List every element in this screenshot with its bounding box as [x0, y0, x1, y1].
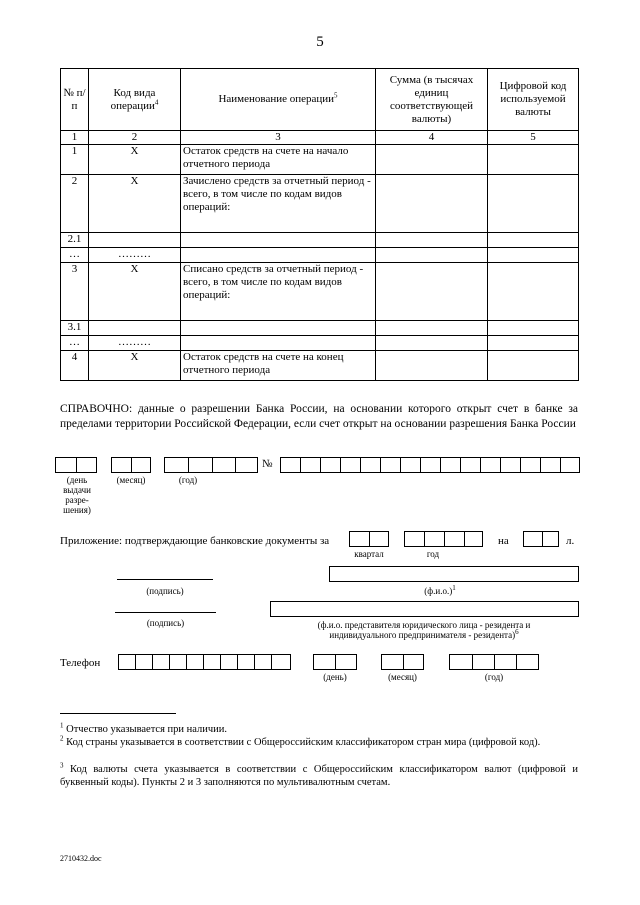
header-sum: Сумма (в тысячах единиц соответствующей валюты) [376, 69, 488, 131]
sum-cell[interactable] [376, 145, 488, 175]
header-currency: Цифровой код используемой валюты [488, 69, 579, 131]
table-row: 2 Х Зачислено средств за отчетный период - всего, в том числе по кодам видов операций: [61, 175, 579, 233]
sum-cell[interactable] [376, 351, 488, 381]
phone-day-label: (день) [323, 672, 347, 682]
year-label: год [426, 549, 440, 559]
currency-cell[interactable] [488, 336, 579, 351]
sum-cell[interactable] [376, 336, 488, 351]
currency-cell[interactable] [488, 351, 579, 381]
page-number: 5 [316, 34, 324, 50]
permission-month-field[interactable] [111, 457, 151, 473]
number-sign: № [262, 458, 273, 470]
quarter-label: квартал [354, 549, 384, 559]
attachment-text: Приложение: подтверждающие банковские документы за [60, 535, 330, 547]
table-row: 1 Х Остаток средств на счете на начало отчетного периода [61, 145, 579, 175]
attachment-sheets-label: л. [566, 535, 575, 547]
phone-year-label: (год) [484, 672, 504, 682]
table-row: 4 Х Остаток средств на счете на конец отчетного периода [61, 351, 579, 381]
representative-fio-label: (ф.и.о. представителя юридического лица - резидента и индивидуального предпринимателя - резидента)$^6$ [317, 620, 531, 640]
operations-table [60, 68, 579, 381]
sum-cell[interactable] [376, 233, 488, 248]
sum-cell[interactable] [376, 175, 488, 233]
fio-field[interactable] [329, 566, 579, 582]
representative-fio-field[interactable] [270, 601, 579, 617]
representative-signature-line [115, 612, 216, 613]
header-num: № п/п [61, 69, 89, 131]
attachment-sheets-field[interactable] [523, 531, 559, 547]
table-row: … ……… [61, 248, 579, 263]
currency-cell[interactable] [488, 248, 579, 263]
footnote: $^1$ Отчество указывается при наличии. [60, 721, 228, 735]
document-reference: 2710432.doc [60, 854, 102, 863]
header-row [61, 69, 579, 131]
currency-cell[interactable] [488, 321, 579, 336]
column-numbers-row [61, 131, 579, 145]
permission-day-field[interactable] [55, 457, 97, 473]
phone-label: Телефон [60, 657, 101, 669]
signature-label: (подпись) [146, 586, 184, 596]
col-number: 2 [89, 131, 181, 145]
col-number: 3 [181, 131, 376, 145]
attachment-year-field[interactable] [404, 531, 483, 547]
permission-number-field[interactable] [280, 457, 580, 473]
currency-cell[interactable] [488, 145, 579, 175]
footnote: $^3$ Код валюты счета указывается в соответствии с Общероссийским классификатором валют (цифровой и буквенный коды). Пункты 2 и 3 заполняются по мультивалютным счетам. [60, 761, 578, 788]
phone-month-field[interactable] [381, 654, 424, 670]
sum-cell[interactable] [376, 248, 488, 263]
phone-year-field[interactable] [449, 654, 539, 670]
table-row: 2.1 [61, 233, 579, 248]
permission-year-field[interactable] [164, 457, 258, 473]
fio-label: $(ф.и.о.)^1$ [424, 584, 456, 596]
table-row: 3.1 [61, 321, 579, 336]
phone-field[interactable] [118, 654, 291, 670]
table-row: … ……… [61, 336, 579, 351]
table-row: 3 Х Списано средств за отчетный период - всего, в том числе по кодам видов операций: [61, 263, 579, 321]
reference-text: СПРАВОЧНО: данные о разрешении Банка России, на основании которого открыт счет в банке за пределами территории Российской Федерации, если счет открыт на основании разрешения Банка России [60, 403, 578, 430]
permission-month-label: (месяц) [116, 475, 146, 485]
currency-cell[interactable] [488, 233, 579, 248]
sum-cell[interactable] [376, 321, 488, 336]
footnote: $^2$ Код страны указывается в соответствии с Общероссийским классификатором стран мира (цифровой код). [60, 734, 541, 748]
permission-year-label: (год) [178, 475, 198, 485]
currency-cell[interactable] [488, 263, 579, 321]
attachment-quarter-field[interactable] [349, 531, 389, 547]
signature-line [117, 579, 213, 580]
currency-cell[interactable] [488, 175, 579, 233]
col-number: 1 [61, 131, 89, 145]
header-name: Наименование операции$^5$ [181, 69, 376, 131]
footnote-separator [60, 713, 176, 714]
sum-cell[interactable] [376, 263, 488, 321]
header-code: Код вида операции$^4$ [89, 69, 181, 131]
col-number: 5 [488, 131, 579, 145]
phone-day-field[interactable] [313, 654, 357, 670]
col-number: 4 [376, 131, 488, 145]
permission-day-label: (день выдачи разре-шения) [63, 475, 91, 515]
attachment-on: на [498, 535, 509, 547]
phone-month-label: (месяц) [388, 672, 417, 682]
representative-signature-label: (подпись) [146, 618, 185, 628]
